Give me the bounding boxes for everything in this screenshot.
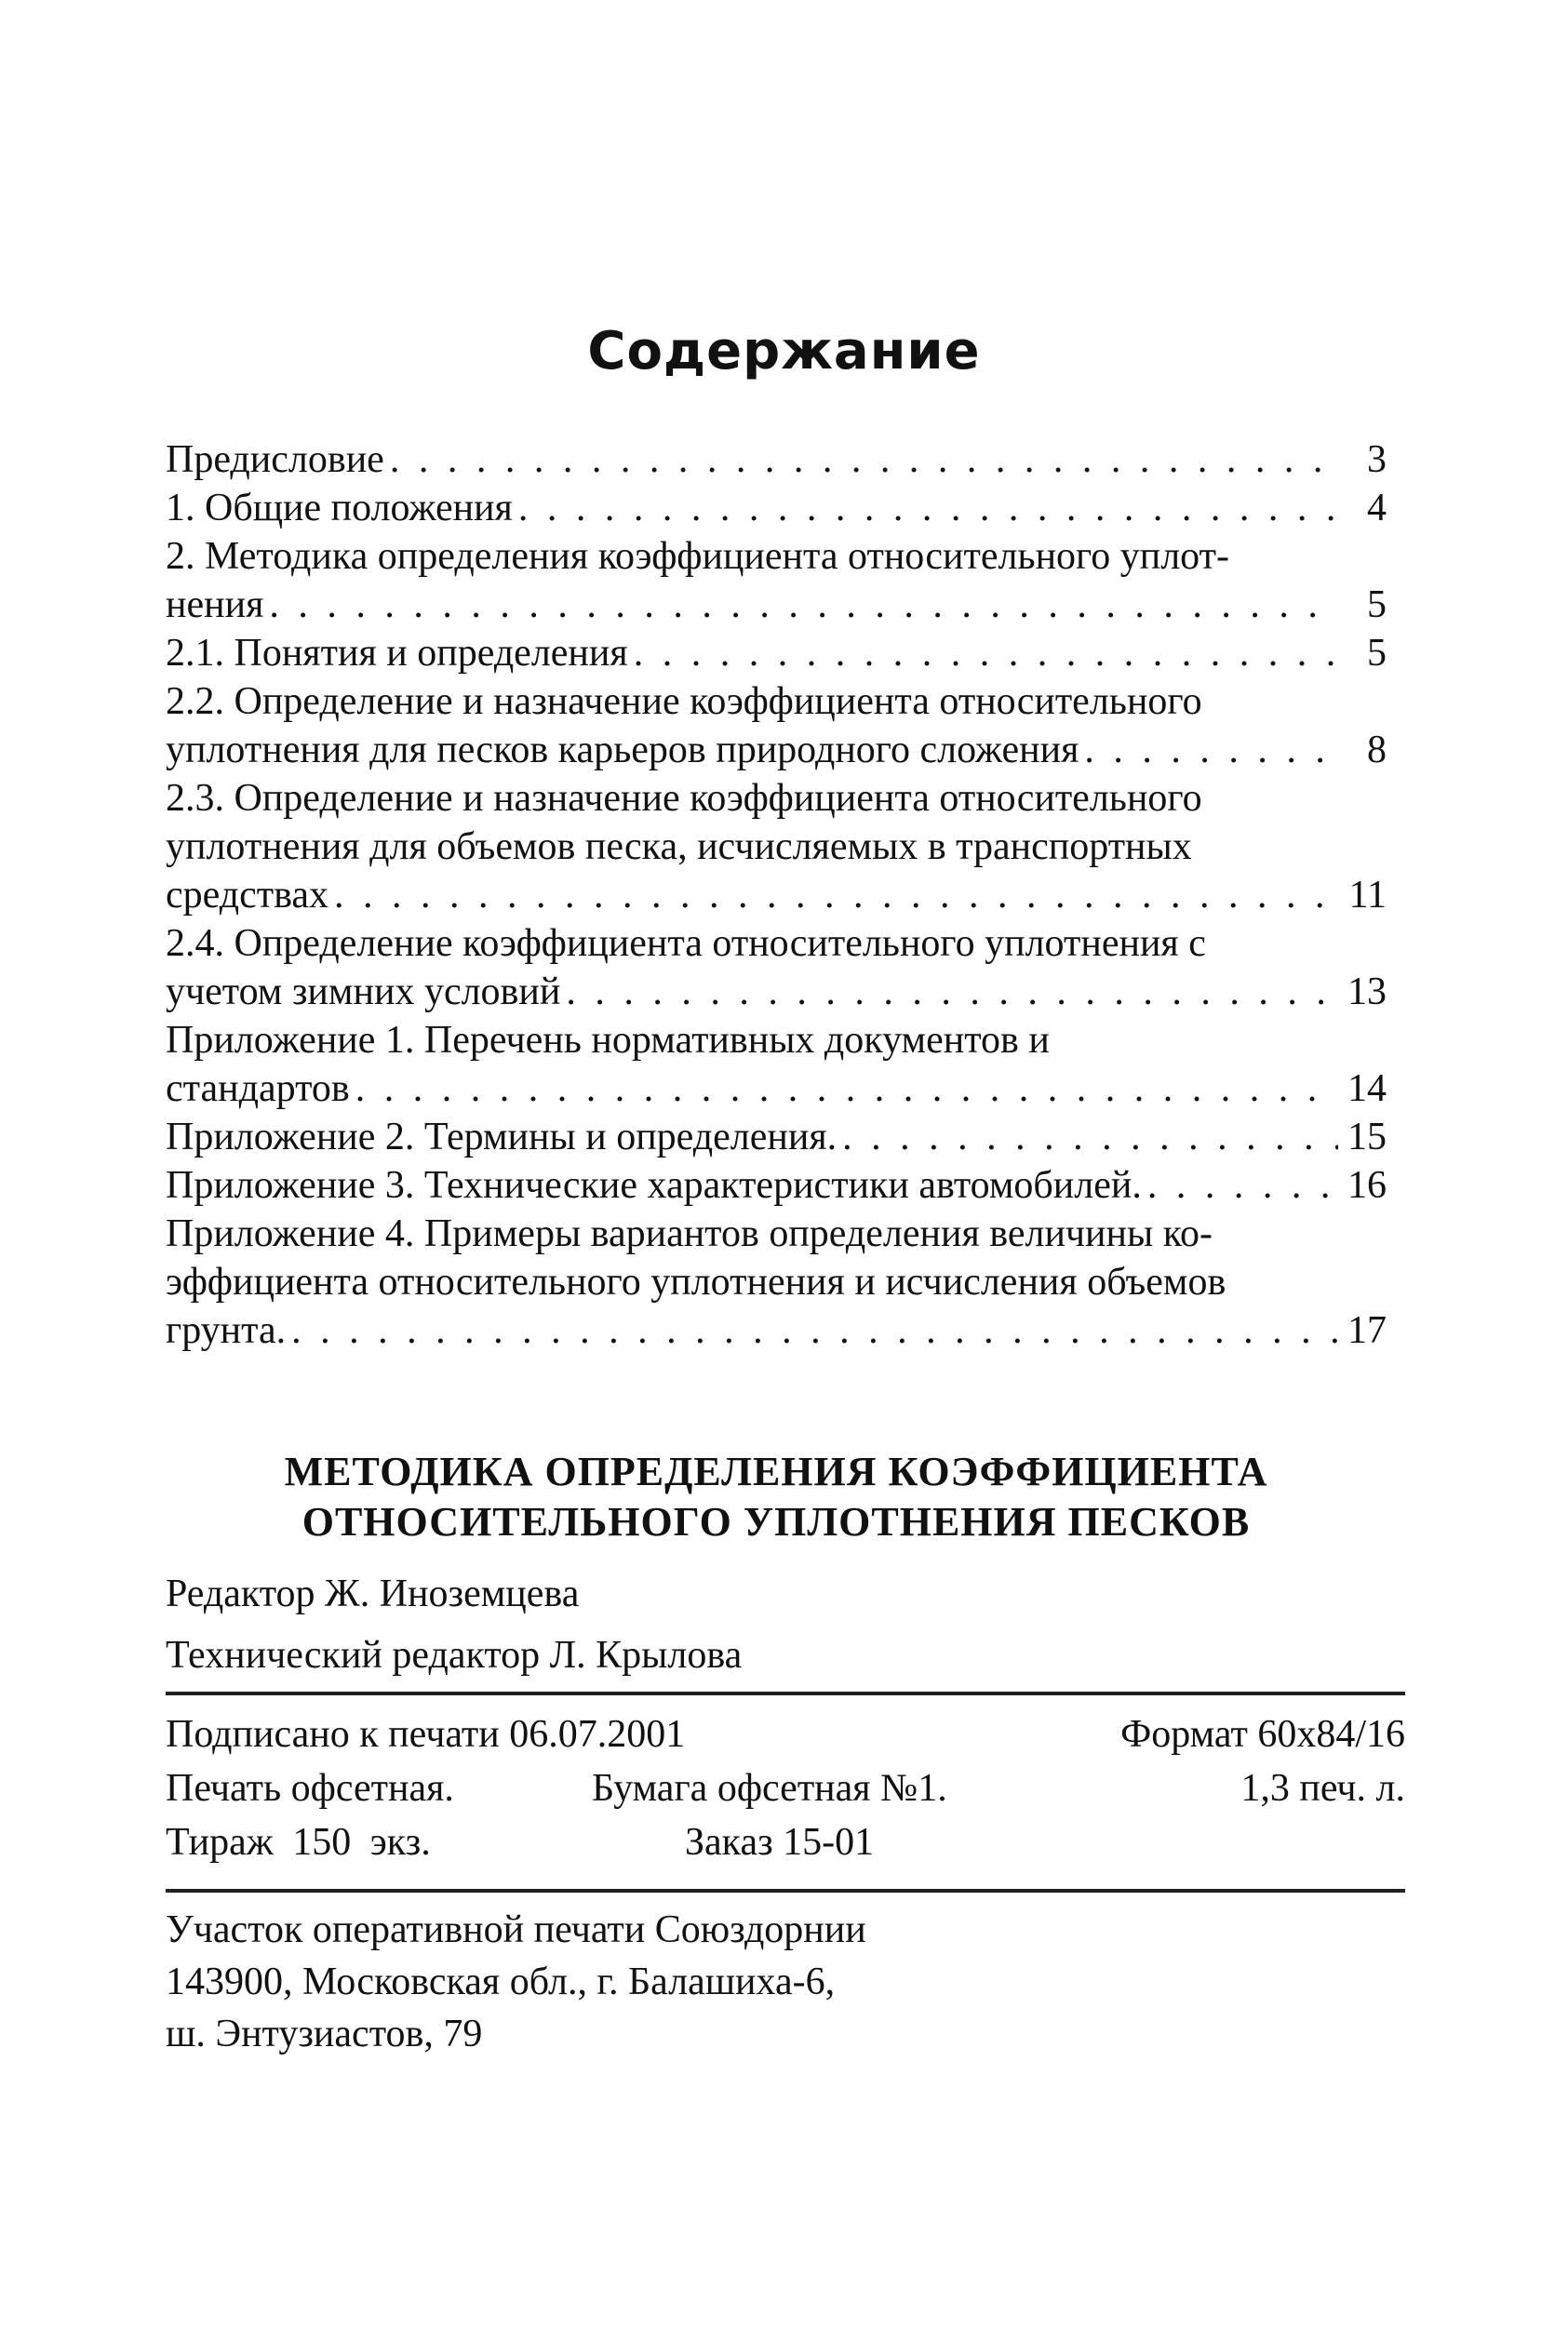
toc-entry-title-line: 2.4. Определение коэффициента относительного уплотнения с [166,922,1206,965]
toc-entry-appendix-4[interactable] [166,1210,1387,1355]
printer-address [166,1904,866,2060]
dot-leader [269,581,1338,629]
toc-page-number: 17 [1347,1309,1387,1352]
toc-entry-title-line: 2.2. Определение и назначение коэффициента относительного [166,680,1202,723]
toc-entry-title-line: 2.3. Определение и назначение коэффициента относительного уплотнения для объемов песка, исчисляемых в транспортных [166,777,1202,868]
toc-entry-title-line: Приложение 1. Перечень нормативных документов и [166,1019,1050,1062]
print-type: Печать офсетная. [166,1767,454,1810]
toc-entry-title-line: Приложение 4. Примеры вариантов определения величины ко-эффициента относительного уплотнения и исчисления объемов [166,1212,1226,1304]
imprint-title-line: МЕТОДИКА ОПРЕДЕЛЕНИЯ КОЭФФИЦИЕНТА [284,1449,1268,1494]
toc-entry-preface[interactable] [166,435,1387,484]
print-info-row [166,1815,1405,1869]
toc-entry-title: Приложение 2. Термины и определения. [166,1116,838,1158]
dot-leader [355,1064,1338,1113]
editor-credit: Редактор Ж. Иноземцева [166,1573,580,1615]
toc-page-number: 5 [1367,632,1387,675]
contents-heading: Содержание [587,321,981,381]
toc-entry-title: 1. Общие положения [166,487,513,529]
toc-entry-title-line: 2. Методика определения коэффициента относительного уплот- [166,535,1229,578]
print-info [166,1707,1405,1869]
signed-date: Подписано к печати 06.07.2001 [166,1713,686,1756]
dot-leader [1084,726,1338,774]
dot-leader [291,1306,1338,1355]
toc-page-number: 4 [1367,487,1387,529]
toc-page-number: 3 [1367,438,1387,481]
paper-format: Формат 60x84/16 [1120,1713,1405,1756]
toc-entry-section-2-4[interactable] [166,919,1387,1016]
toc-entry-title: 2.1. Понятия и определения [166,632,628,675]
toc-page-number: 14 [1347,1067,1387,1110]
print-info-row [166,1761,1405,1815]
toc-page-number: 13 [1347,970,1387,1013]
credits [166,1563,742,1686]
toc-entry-section-2[interactable] [166,532,1387,629]
dot-leader [334,871,1338,919]
address-line: Участок оперативной печати Союздорнии [166,1908,866,1951]
toc-entry-title: стандартов [166,1067,350,1110]
toc-entry-title: нения [166,583,264,626]
divider-rule [166,1889,1405,1893]
table-of-contents [166,435,1387,1355]
toc-entry-section-2-3[interactable] [166,774,1387,919]
imprint-title-line: ОТНОСИТЕЛЬНОГО УПЛОТНЕНИЯ ПЕСКОВ [302,1499,1251,1545]
dot-leader [1147,1161,1338,1210]
dot-leader [634,629,1338,677]
paper-type: Бумага офсетная №1. [592,1767,947,1810]
order-number: Заказ 15-01 [685,1821,875,1864]
print-run: Тираж 150 экз. [166,1821,431,1864]
dot-leader [842,1113,1338,1161]
address-line: ш. Энтузиастов, 79 [166,2013,483,2055]
toc-page-number: 11 [1348,874,1387,917]
toc-page-number: 5 [1367,583,1387,626]
toc-entry-appendix-2[interactable] [166,1113,1387,1161]
toc-entry-appendix-3[interactable] [166,1161,1387,1210]
toc-entry-section-2-1[interactable] [166,629,1387,677]
printed-sheets: 1,3 печ. л. [1240,1767,1405,1810]
toc-page-number: 16 [1347,1164,1387,1207]
dot-leader [518,484,1338,532]
toc-entry-appendix-1[interactable] [166,1016,1387,1113]
toc-entry-title: грунта. [166,1309,287,1352]
dot-leader [390,435,1338,484]
toc-entry-section-2-2[interactable] [166,677,1387,774]
tech-editor-credit: Технический редактор Л. Крылова [166,1634,743,1677]
print-info-row [166,1707,1405,1761]
toc-entry-title: Предисловие [166,438,384,481]
imprint-title [166,1447,1387,1547]
toc-entry-section-1[interactable] [166,484,1387,532]
toc-page-number: 15 [1347,1116,1387,1158]
toc-entry-title: уплотнения для песков карьеров природного сложения [166,729,1079,771]
divider-rule [166,1692,1405,1695]
toc-entry-title: средствах [166,874,329,917]
toc-entry-title: учетом зимних условий [166,970,561,1013]
dot-leader [566,968,1338,1016]
toc-entry-title: Приложение 3. Технические характеристики автомобилей. [166,1164,1142,1207]
address-line: 143900, Московская обл., г. Балашиха-6, [166,1961,836,2003]
toc-page-number: 8 [1367,729,1387,771]
